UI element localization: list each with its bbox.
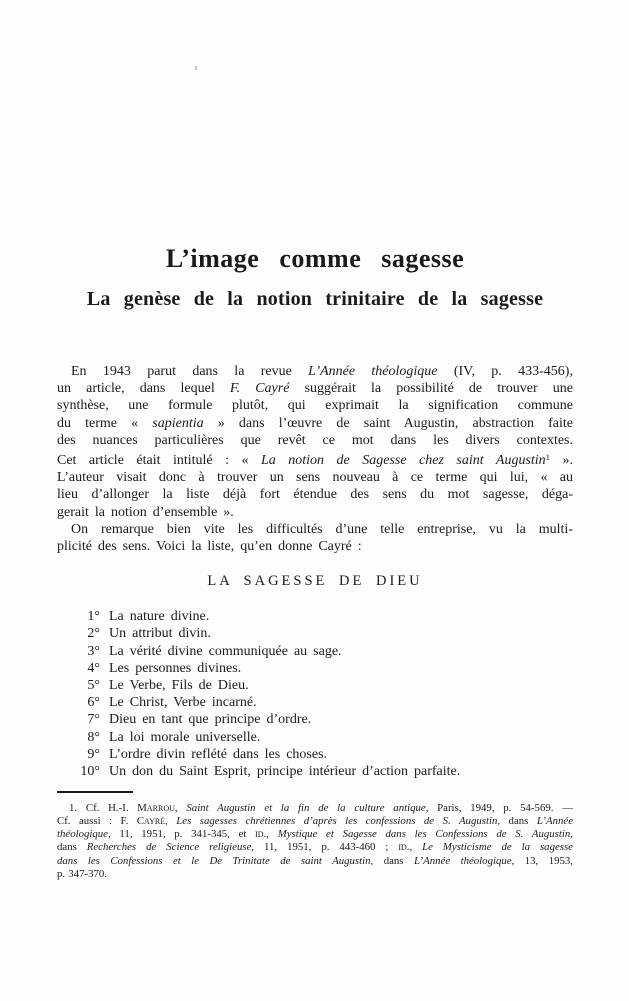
text-block (57, 0, 573, 881)
text-line: des nuances particulières que revêt ce mot dans les divers contextes. (57, 432, 573, 448)
list-item-text: Un attribut divin. (109, 626, 211, 642)
list-item (57, 660, 573, 677)
list-item-number: 3° (87, 643, 100, 659)
list-item (57, 763, 573, 780)
text-line: du terme « sapientia » dans l’œuvre de saint Augustin, abstraction faite (57, 415, 573, 431)
text-line: dans les Confessions et le De Trinitate de saint Augustin, dans L’Année théologique, 13, 1953, (57, 854, 573, 867)
text-line: On remarque bien vite les difficultés d’une telle entreprise, vu la multi- (71, 521, 573, 537)
list-item (57, 729, 573, 746)
list-item (57, 677, 573, 694)
text-line: p. 347-370. (57, 867, 107, 880)
list-item-number: 2° (87, 626, 100, 642)
text-line: synthèse, une formule plutôt, qui exprimait la signification commune (57, 398, 573, 414)
list-item (57, 625, 573, 642)
list-item (57, 643, 573, 660)
list-item-text: L’ordre divin reflété dans les choses. (109, 746, 328, 762)
list-item-text: Le Verbe, Fils de Dieu. (109, 677, 249, 693)
text-line: En 1943 parut dans la revue L’Année théologique (IV, p. 433-456), (71, 364, 573, 379)
text-line: plicité des sens. Voici la liste, qu’en donne Cayré : (57, 538, 362, 554)
section-heading: LA SAGESSE DE DIEU (207, 573, 423, 590)
list-item-number: 1° (87, 609, 100, 625)
text-line: un article, dans lequel F. Cayré suggérait la possibilité de trouver une (57, 381, 574, 397)
page-subtitle: La genèse de la notion trinitaire de la sagesse (86, 288, 544, 310)
list-item-text: Un don du Saint Esprit, principe intérieur d’action parfaite. (109, 763, 461, 779)
text-line: 1. Cf. H.-I. Marrou, Saint Augustin et la fin de la culture antique, Paris, 1949, p. 54-569. — (69, 802, 574, 815)
list-item (57, 608, 573, 625)
text-line: Cet article était intitulé : « La notion de Sagesse chez saint Augustin$^1$ ». (57, 452, 574, 468)
list-item-number: 7° (87, 712, 100, 728)
list-item-text: Le Christ, Verbe incarné. (109, 695, 257, 711)
list-item-text: La nature divine. (109, 609, 210, 625)
page-title: L’image comme sagesse (165, 244, 465, 273)
text-line: gerait la notion d’ensemble ». (57, 504, 234, 520)
list-item-text: Dieu en tant que principe d’ordre. (109, 712, 312, 728)
list-item-number: 8° (87, 729, 100, 745)
footnote-text (57, 802, 573, 881)
list-item-number: 10° (80, 763, 100, 779)
text-line: Cf. aussi : F. Cayré, Les sagesses chrétiennes d’après les confessions de S. Augustin, dans L’Année (57, 815, 573, 828)
list-item-text: La loi morale universelle. (109, 729, 261, 745)
list-item-text: La vérité divine communiquée au sage. (109, 643, 342, 659)
list-item-number: 4° (87, 660, 100, 676)
list-item-number: 9° (87, 746, 100, 762)
text-line: L’auteur visait donc à trouver un sens nouveau à ce terme qui lui, « au (57, 470, 573, 486)
list-item-text: Les personnes divines. (109, 660, 242, 676)
footnote-rule (57, 791, 133, 793)
paragraph-intro (57, 363, 573, 521)
list-item (57, 711, 573, 728)
sagesse-list (57, 608, 573, 780)
text-line: théologique, 11, 1951, p. 341-345, et id., Mystique et Sagesse dans les Confessions de S. Augustin, (57, 828, 573, 841)
list-item (57, 746, 573, 763)
text-line: lieu d’allonger la liste déjà fort étendue des sens du mot sagesse, déga- (57, 487, 573, 503)
list-item-number: 5° (87, 677, 100, 693)
text-line: dans Recherches de Science religieuse, 11, 1951, p. 443-460 ; id., Le Mysticisme de la sagesse (57, 841, 573, 854)
list-item (57, 694, 573, 711)
list-item-number: 6° (87, 695, 100, 711)
paragraph-difficulties (57, 521, 573, 555)
